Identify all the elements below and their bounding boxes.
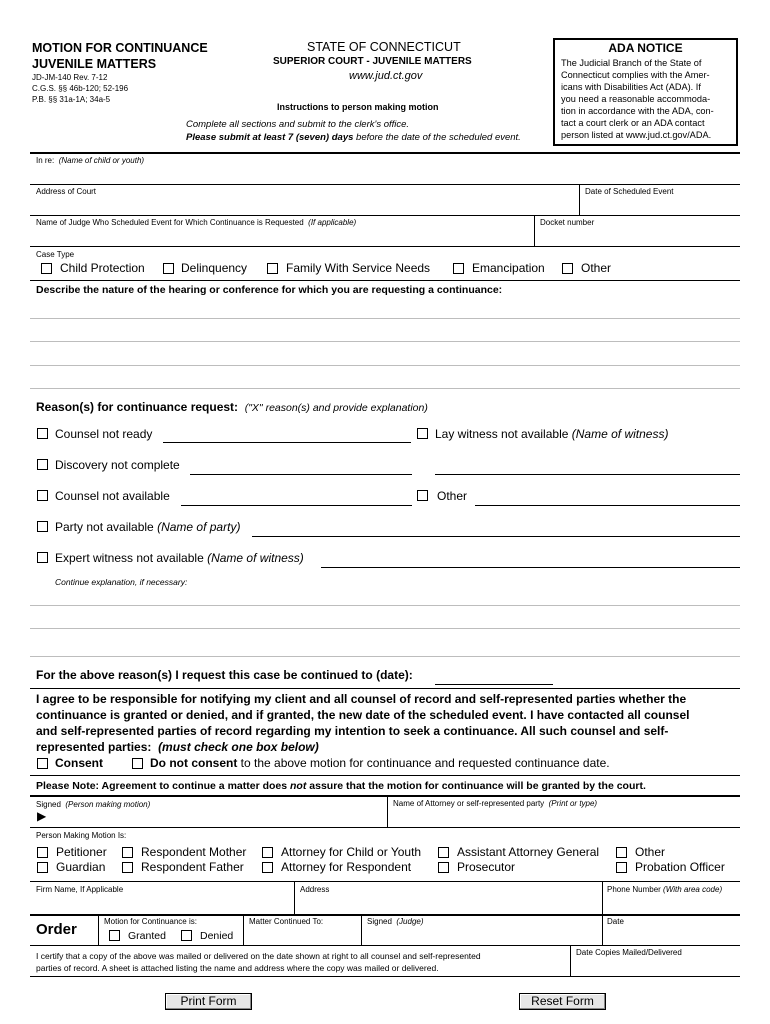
reasons-title bbox=[36, 400, 428, 414]
firm-name-field[interactable] bbox=[30, 894, 293, 913]
statute-cgs: C.G.S. §§ 46b-120; 52-196 bbox=[32, 84, 129, 93]
describe-textarea[interactable] bbox=[30, 298, 740, 388]
date-mailed-field[interactable] bbox=[571, 958, 740, 975]
reasons-hint: ("X" reason(s) and provide explanation) bbox=[244, 402, 428, 414]
note-part-b: not bbox=[290, 780, 307, 792]
note-part-a: Please Note: Agreement to continue a matter does bbox=[36, 780, 291, 792]
address-of-court-field[interactable] bbox=[30, 196, 578, 214]
phone-field[interactable] bbox=[603, 894, 740, 913]
case-type-fwsn-checkbox[interactable] bbox=[267, 263, 278, 274]
form-subtitle: JUVENILE MATTERS bbox=[32, 57, 157, 71]
ada-line: Connecticut complies with the Amer- bbox=[561, 70, 710, 80]
reasons-title-text: Reason(s) for continuance request: bbox=[36, 400, 239, 414]
certify-line: parties of record. A sheet is attached listing the name and address where the copy was mailed or delivered. bbox=[36, 963, 439, 973]
respondent-father-checkbox[interactable] bbox=[122, 862, 133, 873]
case-type-label: Case Type bbox=[36, 250, 75, 259]
column-divider bbox=[98, 915, 99, 945]
instructions-line1: Complete all sections and submit to the clerk's office. bbox=[186, 119, 410, 130]
discovery-checkbox[interactable] bbox=[37, 459, 48, 470]
website: www.jud.ct.gov bbox=[349, 70, 423, 82]
attorney-child-label: Attorney for Child or Youth bbox=[281, 845, 422, 859]
form-title: MOTION FOR CONTINUANCE bbox=[32, 41, 208, 55]
agreement-text bbox=[36, 691, 689, 755]
in-re-text: In re: bbox=[36, 156, 55, 165]
respondent-mother-checkbox[interactable] bbox=[122, 847, 133, 858]
attorney-name-hint: (Print or type) bbox=[548, 799, 598, 808]
expert-witness-input[interactable] bbox=[321, 567, 740, 568]
row-divider bbox=[30, 246, 740, 247]
header-divider bbox=[30, 152, 740, 154]
certify-line: I certify that a copy of the above was mailed or delivered on the date shown at right to all counsel and self-represented bbox=[36, 951, 481, 961]
guardian-checkbox[interactable] bbox=[37, 862, 48, 873]
ada-line: tact a court clerk or an ADA contact bbox=[561, 118, 705, 128]
judge-signature-field[interactable] bbox=[362, 927, 601, 944]
do-not-consent-label bbox=[150, 756, 610, 770]
do-not-consent-checkbox[interactable] bbox=[132, 758, 143, 769]
case-type-fwsn-label: Family With Service Needs bbox=[286, 261, 431, 275]
discovery-label: Discovery not complete bbox=[55, 458, 180, 472]
signed-hint: (Person making motion) bbox=[65, 800, 151, 809]
certify-text bbox=[36, 950, 481, 974]
ada-line: icans with Disabilities Act (ADA). If bbox=[561, 82, 701, 92]
judge-name-text: Name of Judge Who Scheduled Event for Which Continuance is Requested bbox=[36, 218, 304, 227]
petitioner-checkbox[interactable] bbox=[37, 847, 48, 858]
agreement-line: I agree to be responsible for notifying my client and all counsel of record and self-represented parties whether the bbox=[36, 692, 687, 706]
instructions-rest: before the date of the scheduled event. bbox=[353, 132, 521, 143]
attorney-name-label bbox=[393, 799, 597, 808]
writing-line bbox=[30, 656, 740, 657]
date-scheduled-event-label: Date of Scheduled Event bbox=[585, 187, 674, 196]
case-type-child-protection-checkbox[interactable] bbox=[41, 263, 52, 274]
expert-witness-checkbox[interactable] bbox=[37, 552, 48, 563]
person-other-label: Other bbox=[635, 845, 666, 859]
counsel-not-available-checkbox[interactable] bbox=[37, 490, 48, 501]
granted-checkbox[interactable] bbox=[109, 930, 120, 941]
writing-line bbox=[30, 341, 740, 342]
court-name: SUPERIOR COURT - JUVENILE MATTERS bbox=[273, 56, 472, 67]
state-name: STATE OF CONNECTICUT bbox=[307, 40, 461, 54]
row-divider bbox=[30, 945, 740, 946]
agreement-line4: represented parties: bbox=[36, 740, 152, 754]
firm-name-label: Firm Name, If Applicable bbox=[36, 885, 124, 894]
order-date-field[interactable] bbox=[603, 927, 740, 944]
judge-signed-text: Signed bbox=[367, 917, 392, 926]
person-other-checkbox[interactable] bbox=[616, 847, 627, 858]
print-form-button[interactable]: Print Form bbox=[165, 993, 252, 1010]
lay-witness-checkbox[interactable] bbox=[417, 428, 428, 439]
attorney-name-field[interactable] bbox=[388, 808, 740, 826]
case-type-emancipation-label: Emancipation bbox=[472, 261, 545, 275]
counsel-not-ready-checkbox[interactable] bbox=[37, 428, 48, 439]
form-id: JD-JM-140 Rev. 7-12 bbox=[32, 73, 108, 82]
writing-line bbox=[30, 628, 740, 629]
motion-is-label: Motion for Continuance is: bbox=[104, 917, 197, 926]
writing-line bbox=[30, 388, 740, 389]
party-not-available-text: Party not available bbox=[55, 520, 154, 534]
guardian-label: Guardian bbox=[56, 860, 106, 874]
order-title: Order bbox=[36, 921, 77, 938]
lay-witness-text: Lay witness not available bbox=[435, 427, 569, 441]
probation-officer-label: Probation Officer bbox=[635, 860, 725, 874]
person-making-motion-label: Person Making Motion Is: bbox=[36, 831, 127, 840]
phone-label bbox=[607, 885, 722, 894]
instructions-bold: Please submit at least 7 (seven) days bbox=[186, 132, 354, 143]
case-type-delinquency-checkbox[interactable] bbox=[163, 263, 174, 274]
docket-number-label: Docket number bbox=[540, 218, 595, 227]
attorney-respondent-checkbox[interactable] bbox=[262, 862, 273, 873]
agreement-instruction: (must check one box below) bbox=[158, 740, 319, 754]
expert-witness-hint: (Name of witness) bbox=[207, 551, 304, 565]
row-divider bbox=[30, 976, 740, 977]
attorney-name-text: Name of Attorney or self-represented party bbox=[393, 799, 545, 808]
counsel-not-available-label: Counsel not available bbox=[55, 489, 170, 503]
respondent-father-label: Respondent Father bbox=[141, 860, 244, 874]
judge-signed-label bbox=[367, 917, 424, 926]
writing-line bbox=[30, 318, 740, 319]
expert-witness-text: Expert witness not available bbox=[55, 551, 204, 565]
assistant-attorney-general-checkbox[interactable] bbox=[438, 847, 449, 858]
describe-label: Describe the nature of the hearing or conference for which you are requesting a continuance: bbox=[36, 284, 503, 296]
row-divider bbox=[30, 184, 740, 185]
please-note bbox=[36, 780, 646, 792]
row-divider bbox=[30, 795, 740, 797]
discovery-input[interactable] bbox=[190, 474, 412, 475]
granted-label: Granted bbox=[128, 930, 166, 942]
continue-explanation-label: Continue explanation, if necessary: bbox=[55, 577, 188, 587]
counsel-not-ready-input[interactable] bbox=[163, 442, 411, 443]
ada-title: ADA NOTICE bbox=[608, 41, 683, 55]
signed-text: Signed bbox=[36, 800, 61, 809]
attorney-respondent-label: Attorney for Respondent bbox=[281, 860, 412, 874]
respondent-mother-label: Respondent Mother bbox=[141, 845, 247, 859]
judge-name-hint: (If applicable) bbox=[308, 218, 357, 227]
ada-line: tion in accordance with the ADA, con- bbox=[561, 106, 714, 116]
in-re-label bbox=[36, 156, 144, 165]
date-mailed-label: Date Copies Mailed/Delivered bbox=[576, 948, 682, 957]
case-type-child-protection-label: Child Protection bbox=[60, 261, 145, 275]
do-not-consent-text: Do not consent bbox=[150, 756, 238, 770]
consent-label: Consent bbox=[55, 756, 103, 770]
judge-name-field[interactable] bbox=[30, 227, 533, 245]
request-date-label: For the above reason(s) I request this case be continued to (date): bbox=[36, 668, 413, 682]
counsel-not-available-input[interactable] bbox=[181, 505, 412, 506]
row-divider bbox=[30, 881, 740, 882]
agreement-line bbox=[36, 739, 689, 755]
instructions-line2 bbox=[186, 132, 521, 143]
row-divider bbox=[30, 914, 740, 916]
consent-checkbox[interactable] bbox=[37, 758, 48, 769]
in-re-field[interactable] bbox=[30, 165, 740, 183]
agreement-line: and self-represented parties of record regarding my intention to seek a continuance. All such counsel and self- bbox=[36, 724, 669, 738]
party-not-available-label bbox=[55, 520, 240, 534]
address-of-court-label: Address of Court bbox=[36, 187, 97, 196]
case-type-emancipation-checkbox[interactable] bbox=[453, 263, 464, 274]
expert-witness-label bbox=[55, 551, 304, 565]
in-re-hint: (Name of child or youth) bbox=[58, 156, 145, 165]
assistant-attorney-general-label: Assistant Attorney General bbox=[457, 845, 600, 859]
counsel-not-ready-label: Counsel not ready bbox=[55, 427, 153, 441]
reason-other-label: Other bbox=[437, 489, 468, 503]
instructions-title: Instructions to person making motion bbox=[277, 102, 439, 112]
row-divider bbox=[30, 280, 740, 281]
address-field[interactable] bbox=[295, 894, 601, 913]
denied-label: Denied bbox=[200, 930, 234, 942]
prosecutor-label: Prosecutor bbox=[457, 860, 516, 874]
case-type-delinquency-label: Delinquency bbox=[181, 261, 248, 275]
row-divider bbox=[30, 688, 740, 689]
date-scheduled-event-field[interactable] bbox=[580, 196, 740, 214]
address-label: Address bbox=[300, 885, 330, 894]
do-not-consent-rest: to the above motion for continuance and requested continuance date. bbox=[240, 756, 610, 770]
reason-other-checkbox[interactable] bbox=[417, 490, 428, 501]
agreement-line: continuance is granted or denied, and if granted, the new date of the scheduled event. I have contacted all counsel bbox=[36, 708, 690, 722]
sign-here-arrow-icon: ▶ bbox=[37, 809, 47, 823]
ada-line: The Judicial Branch of the State of bbox=[561, 58, 702, 68]
docket-number-field[interactable] bbox=[535, 227, 740, 245]
case-type-other-label: Other bbox=[581, 261, 612, 275]
party-not-available-checkbox[interactable] bbox=[37, 521, 48, 532]
party-not-available-hint: (Name of party) bbox=[157, 520, 241, 534]
phone-hint: (With area code) bbox=[663, 885, 723, 894]
lay-witness-hint: (Name of witness) bbox=[571, 427, 669, 441]
lay-witness-input[interactable] bbox=[435, 474, 740, 475]
party-not-available-input[interactable] bbox=[252, 536, 740, 537]
attorney-child-checkbox[interactable] bbox=[262, 847, 273, 858]
continue-explanation-textarea[interactable] bbox=[30, 590, 740, 658]
statute-pb: P.B. §§ 31a-1A; 34a-5 bbox=[32, 95, 111, 104]
lay-witness-label bbox=[435, 427, 668, 441]
reason-other-input[interactable] bbox=[475, 505, 740, 506]
request-date-input[interactable] bbox=[435, 684, 553, 685]
row-divider bbox=[30, 775, 740, 776]
row-divider bbox=[30, 215, 740, 216]
signature-field[interactable] bbox=[52, 808, 386, 826]
judge-signed-hint: (Judge) bbox=[396, 917, 424, 926]
ada-text bbox=[561, 57, 714, 141]
note-part-c: assure that the motion for continuance will be granted by the court. bbox=[306, 780, 646, 792]
judge-name-label bbox=[36, 218, 356, 227]
continued-to-field[interactable] bbox=[244, 927, 360, 944]
petitioner-label: Petitioner bbox=[56, 845, 107, 859]
ada-line: you need a reasonable accommoda- bbox=[561, 94, 711, 104]
reset-form-button[interactable]: Reset Form bbox=[519, 993, 606, 1010]
case-type-other-checkbox[interactable] bbox=[562, 263, 573, 274]
row-divider bbox=[30, 827, 740, 828]
writing-line bbox=[30, 365, 740, 366]
denied-checkbox[interactable] bbox=[181, 930, 192, 941]
phone-text: Phone Number bbox=[607, 885, 661, 894]
continued-to-label: Matter Continued To: bbox=[249, 917, 324, 926]
ada-line: person listed at www.jud.ct.gov/ADA. bbox=[561, 130, 712, 140]
order-date-label: Date bbox=[607, 917, 624, 926]
probation-officer-checkbox[interactable] bbox=[616, 862, 627, 873]
writing-line bbox=[30, 605, 740, 606]
prosecutor-checkbox[interactable] bbox=[438, 862, 449, 873]
